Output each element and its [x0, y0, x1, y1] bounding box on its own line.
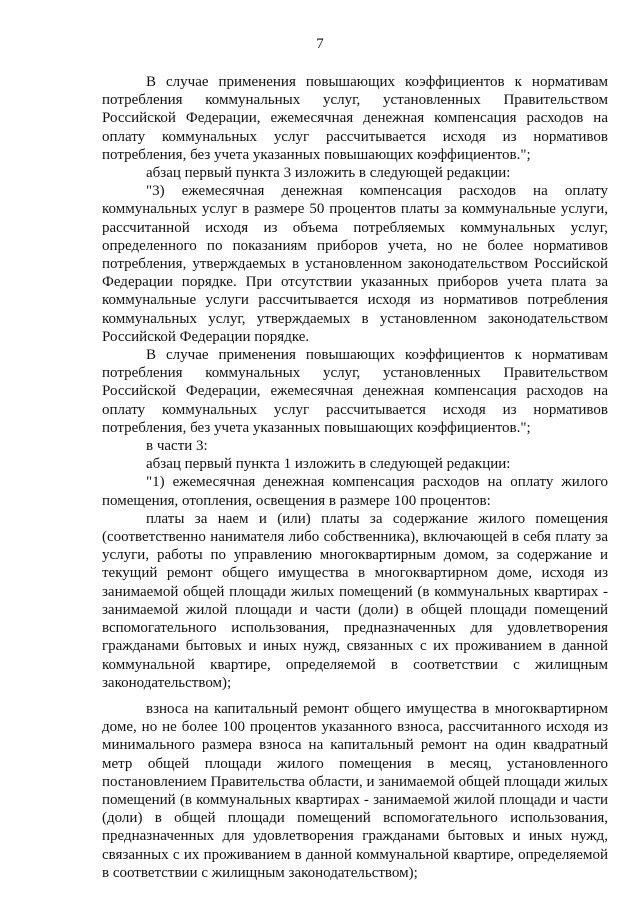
paragraph: "1) ежемесячная денежная компенсация расходов на оплату жилого помещения, отопления, освещения в размере 100 процентов: — [102, 474, 608, 509]
paragraph: В случае применения повышающих коэффициентов к нормативам потребления коммунальных услуг, установленных Правительством Российской Федерации, ежемесячная денежная компенсация расходов на оплату коммунальных услуг рассчитывается исходя из нормативов потребления, без учета указанных повышающих коэффициентов."; — [102, 74, 608, 163]
paragraph: В случае применения повышающих коэффициентов к нормативам потребления коммунальных услуг, установленных Правительством Российской Федерации, ежемесячная денежная компенсация расходов на оплату коммунальных услуг рассчитывается исходя из нормативов потребления, без учета указанных повышающих коэффициентов."; — [102, 347, 608, 436]
paragraph: в части 3: — [146, 438, 208, 455]
paragraph: абзац первый пункта 3 изложить в следующей редакции: — [146, 165, 511, 182]
document-body — [102, 73, 608, 882]
paragraph: взноса на капитальный ремонт общего имущества в многоквартирном доме, но не более 100 процентов указанного взноса, рассчитанного исходя из минимального размера взноса на капитальный ремонт на один квадратный метр общей площади жилого помещения в месяц, установленного постановлением Правительства области, и занимаемой общей площади жилых помещений (в коммунальных квартирах - занимаемой жилой площади и части (доли) в общей площади помещений вспомогательного использования, предназначенных для удовлетворения гражданами бытовых и иных нужд, связанных с их проживанием в данной коммунальной квартире, определяемой в соответствии с жилищным законодательством); — [102, 700, 608, 881]
paragraph: "3) ежемесячная денежная компенсация расходов на оплату коммунальных услуг в размере 50 процентов платы за коммунальные услуги, рассчитанной исходя из объема потребляемых коммунальных услуг, определенного по показаниям приборов учета, но не более нормативов потребления, утверждаемых в установленном законодательством Российской Федерации порядке. При отсутствии указанных приборов учета плата за коммунальные услуги рассчитывается исходя из нормативов потребления коммунальных услуг, утверждаемых в установленном законодательством Российской Федерации порядке. — [102, 183, 608, 345]
paragraph: платы за наем и (или) платы за содержание жилого помещения (соответственно нанимателя либо собственника), включающей в себя плату за услуги, работы по управлению многоквартирным домом, за содержание и текущий ремонт общего имущества в многоквартирном доме, исходя из занимаемой общей площади жилых помещений (в коммунальных квартирах - занимаемой жилой площади и части (доли) в общей площади помещений вспомогательного использования, предназначенных для удовлетворения гражданами бытовых и иных нужд, связанных с их проживанием в данной коммунальной квартире, определяемой в соответствии с жилищным законодательством); — [102, 510, 608, 691]
page-number: 7 — [316, 36, 324, 52]
paragraph: абзац первый пункта 1 изложить в следующей редакции: — [146, 456, 511, 473]
